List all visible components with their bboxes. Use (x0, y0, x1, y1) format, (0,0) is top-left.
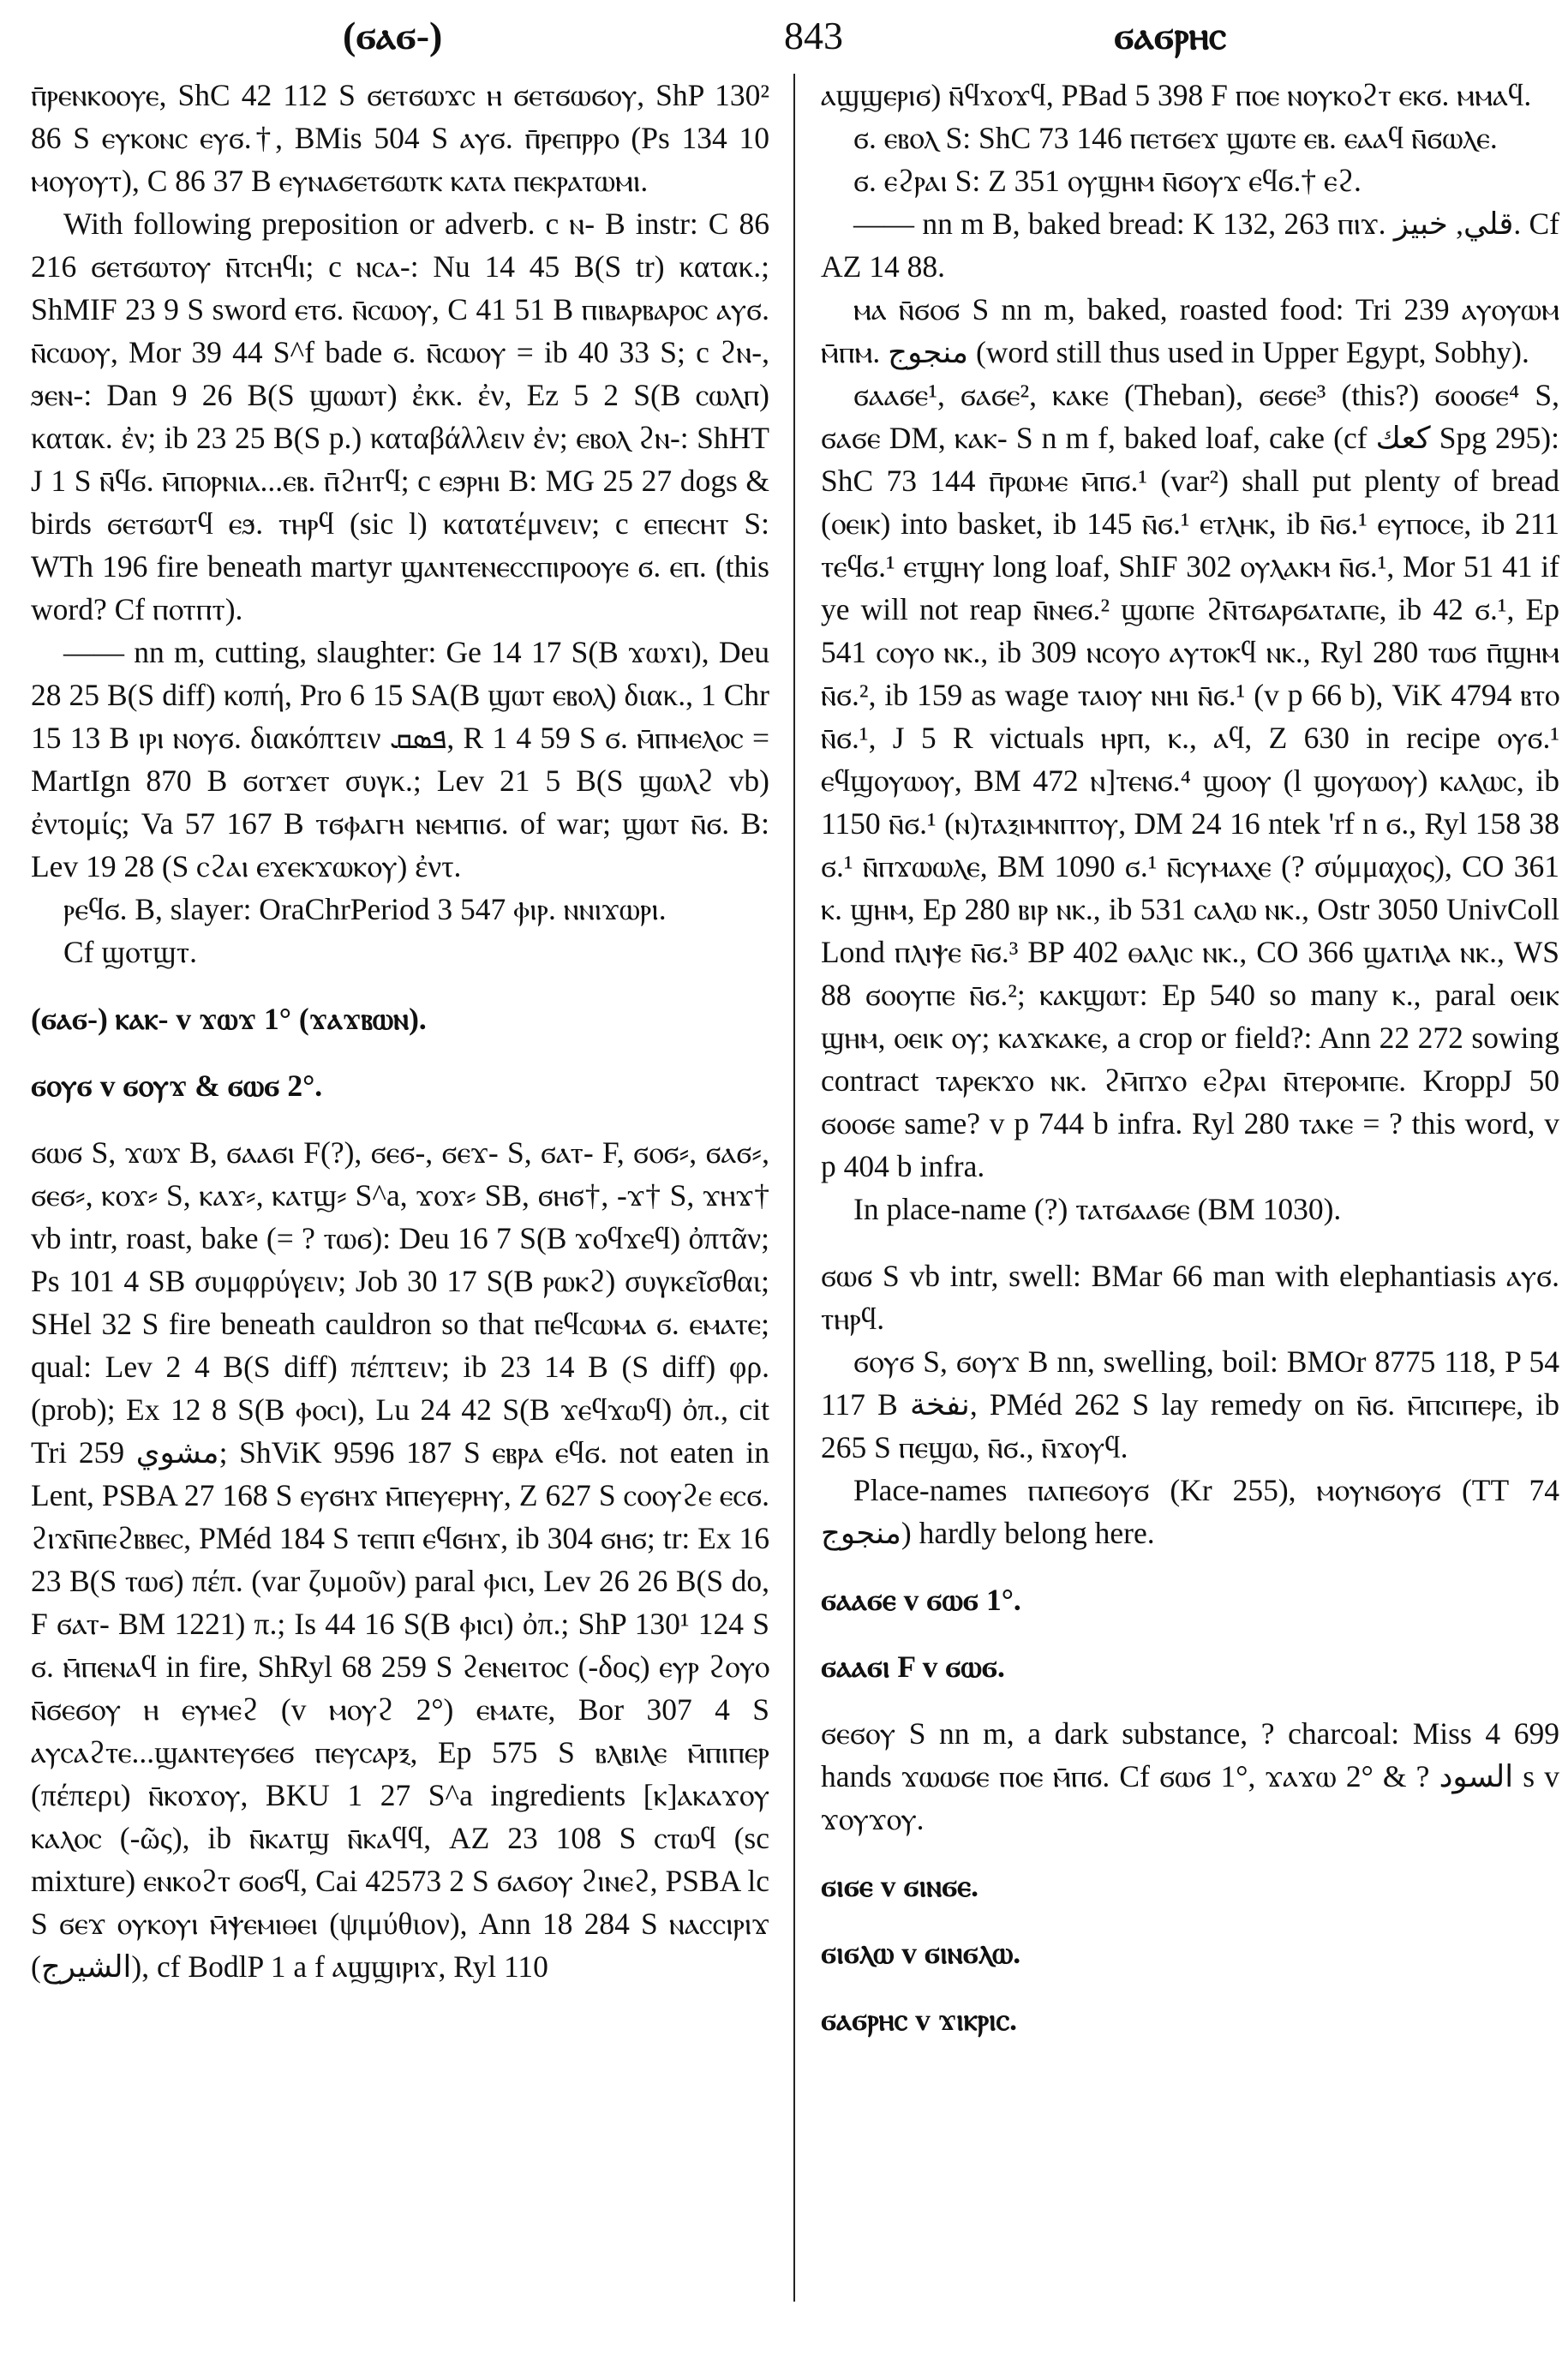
entry-place-name: In place-name (?) ⲧⲁⲧϭⲁⲁϭⲉ (BM 1030). (853, 1192, 1342, 1226)
page-header (0, 0, 1568, 69)
header-right-headword: ϭⲁϭⲣⲏⲥ (1114, 14, 1227, 57)
entry-place-names: Place-names ⲡⲁⲡⲉϭⲟⲩϭ (Kr 255), ⲙⲟⲩⲛϭⲟⲩϭ (TT 74 منجوج) hardly belong here. (821, 1473, 1559, 1550)
entry-ehrai: ϭ. ⲉϩⲣⲁⲓ S: Z 351 ⲟⲩϣⲏⲙ ⲛ̄ϭⲟⲩϫ ⲉϥϭ.† ⲉϩ. (853, 164, 1362, 198)
entry-continuation-right: ⲁϣϣⲉⲣⲓϭ) ⲛ̄ϥϫⲟϫϥ, PBad 5 398 F ⲡⲟⲉ ⲛⲟⲩⲕⲟϩⲧ ⲉⲕϭ. ⲙⲙⲁϥ. (821, 78, 1532, 112)
entry-headword-kak: (ϭⲁϭ-) ⲕⲁⲕ- v ϫⲱϫ 1° (ϫⲁϫⲃⲱⲛ). (31, 1002, 427, 1036)
entry-headword-caaci: ϭⲁⲁϭⲓ F v ϭⲱϭ. (821, 1650, 1005, 1684)
entry-ebol: ϭ. ⲉⲃⲟⲗ S: ShC 73 146 ⲡⲉⲧϭⲉϫ ϣⲱⲧⲉ ⲉⲃ. ⲉⲁⲁϥ ⲛ̄ϭⲱⲗⲉ. (853, 121, 1498, 155)
entry-headword-cice: ϭⲓϭⲉ v ϭⲓⲛϭⲉ. (821, 1869, 979, 1903)
page-number: 843 (784, 14, 843, 57)
entry-dark-substance: ϭⲉϭⲟⲩ S nn m, a dark substance, ? charcoal: Miss 4 699 hands ϫⲱⲱϭⲉ ⲡⲟⲉ ⲙ̄ⲡϭ. Cf ϭⲱϭ 1°, ϫⲁϫⲱ 2° & ? السود s v ϫⲟⲩϫⲟⲩ. (821, 1716, 1559, 1836)
entry-slayer: ⲣⲉϥϭ. B, slayer: OraChrPeriod 3 547 ⲫⲓⲣ. ⲛⲛⲓϫⲱⲣⲓ. (63, 892, 667, 926)
entry-headword-ouj: ϭⲟⲩϭ v ϭⲟⲩϫ & ϭⲱϭ 2°. (31, 1069, 323, 1103)
entry-cf: Cf ϣⲟⲧϣⲧ. (63, 935, 198, 969)
entry-continuation: ⲡ̄ⲣⲉⲛⲕⲟⲟⲩⲉ, ShC 42 112 S ϭⲉⲧϭⲱϫⲥ ⲏ ϭⲉⲧϭⲱϭⲟⲩ, ShP 130² 86 S ⲉⲩⲕⲟⲛⲥ ⲉⲩϭ.†, BMis 504 S ⲁⲩϭ. ⲡ̄ⲣⲉⲡⲣⲣⲟ (Ps 134 10 ⲙⲟⲩⲟⲩⲧ), C 86 37 B ⲉⲩⲛⲁϭⲉⲧϭⲱⲧⲕ ⲕⲁⲧⲁ ⲡⲉⲕⲣⲁⲧⲱⲙⲓ. (31, 78, 769, 198)
entry-baked-bread: —— nn m B, baked bread: K 132, 263 ⲡⲓϫ. قلي, خبيز. Cf AZ 14 88. (821, 207, 1559, 284)
entry-prepositions: With following preposition or adverb. c ⲛ- B instr: C 86 216 ϭⲉⲧϭⲱⲧⲟⲩ ⲛ̄ⲧⲥⲏϥⲓ; c ⲛⲥⲁ-: Nu 14 45 B(S tr) κατακ.; ShMIF 23 9 S sword ⲉⲧϭ. ⲛ̄ⲥⲱⲟⲩ, C 41 51 B ⲡⲓⲃⲁⲣⲃⲁⲣⲟⲥ ⲁⲩϭ. ⲛ̄ⲥⲱⲟⲩ, Mor 39 44 S^f bade ϭ. ⲛ̄ⲥⲱⲟⲩ = ib 40 33 S; c ϩⲛ-, ϧⲉⲛ-: Dan 9 26 B(S ϣⲱⲱⲧ) ἐκκ. ἐν, Ez 5 2 S(B ⲥⲱⲗⲡ) κατακ. ἐν; ib 23 25 B(S p.) καταβάλλειν ἐν; ⲉⲃⲟⲗ ϩⲛ-: ShHT J 1 S ⲛ̄ϥϭ. ⲙ̄ⲡⲟⲣⲛⲓⲁ...ⲉⲃ. ⲡ̄ϩⲏⲧϥ; c ⲉϧⲣⲏⲓ B: MG 25 27 dogs & birds ϭⲉⲧϭⲱⲧϥ ⲉϧ. ⲧⲏⲣϥ (sic l) κατατέμνειν; c ⲉⲡⲉⲥⲏⲧ S: WTh 196 fire beneath martyr ϣⲁⲛⲧⲉⲛⲉⲥⲥⲡⲓⲣⲟⲟⲩⲉ ϭ. ⲉⲡ. (this word? Cf ⲡⲟⲧⲡⲧ). (31, 207, 769, 626)
entry-headword-caace: ϭⲁⲁϭⲉ v ϭⲱϭ 1°. (821, 1583, 1021, 1617)
right-column (821, 74, 1559, 2349)
entry-swelling-boil: ϭⲟⲩϭ S, ϭⲟⲩϫ B nn, swelling, boil: BMOr 8775 118, P 54 117 B نفخة, PMéd 262 S lay remedy on ⲛ̄ϭ. ⲙ̄ⲡⲥⲓⲡⲉⲣⲉ, ib 265 S ⲡⲉϣⲱ, ⲛ̄ϭ., ⲛ̄ϫⲟⲩϥ. (821, 1344, 1559, 1464)
entry-baked-loaf: ϭⲁⲁϭⲉ¹, ϭⲁϭⲉ², ⲕⲁⲕⲉ (Theban), ϭⲉϭⲉ³ (this?) ϭⲟⲟϭⲉ⁴ S, ϭⲁϭⲉ DM, ⲕⲁⲕ- S n m f, baked loaf, cake (cf كعك Spg 295): ShC 73 144 ⲡ̄ⲣⲱⲙⲉ ⲙ̄ⲡϭ.¹ (var²) shall put plenty of bread (ⲟⲉⲓⲕ) into basket, ib 145 ⲛ̄ϭ.¹ ⲉⲧⲗⲏⲕ, ib ⲛ̄ϭ.¹ ⲉⲩⲡⲟⲥⲉ, ib 211 ⲧⲉϥϭ.¹ ⲉⲧϣⲏⲩ long loaf, ShIF 302 ⲟⲩⲗⲁⲕⲙ ⲛ̄ϭ.¹, Mor 51 41 if ye will not reap ⲛ̄ⲛⲉϭ.² ϣⲱⲡⲉ ϩⲛ̄ⲧϭⲁⲣϭⲁⲧⲁⲡⲉ, ib 42 ϭ.¹, Ep 541 ⲥⲟⲩⲟ ⲛⲕ., ib 309 ⲛⲥⲟⲩⲟ ⲁⲩⲧⲟⲕϥ ⲛⲕ., Ryl 280 ⲧⲱϭ ⲡ̄ϣⲏⲙ ⲛ̄ϭ.², ib 159 as wage ⲧⲁⲓⲟⲩ ⲛⲏⲓ ⲛ̄ϭ.¹ (v p 66 b), ViK 4794 ⲃⲧⲟ ⲛ̄ϭ.¹, J 5 R victuals ⲏⲣⲡ, ⲕ., ⲁϥ, Z 630 in recipe ⲟⲩϭ.¹ ⲉϥϣⲟⲩⲱⲟⲩ, BM 472 ⲛ]ⲧⲉⲛϭ.⁴ ϣⲟⲟⲩ (l ϣⲟⲩⲱⲟⲩ) ⲕⲁⲗⲱⲥ, ib 1150 ⲛ̄ϭ.¹ (ⲛ)ⲧⲁⲝⲓⲙⲛⲡⲧⲟⲩ, DM 24 16 ntek 'rf n ϭ., Ryl 158 38 ϭ.¹ ⲛ̄ⲡϫⲱⲱⲗⲉ, BM 1090 ϭ.¹ ⲛ̄ⲥⲩⲙⲁⲭⲉ (? σύμμαχος), CO 361 ⲕ. ϣⲏⲙ, Ep 280 ⲃⲓⲣ ⲛⲕ., ib 531 ⲥⲁⲗⲱ ⲛⲕ., Ostr 3050 UnivColl Lond ⲡⲗⲓⲯⲉ ⲛ̄ϭ.³ BP 402 ⲑⲁⲗⲓⲥ ⲛⲕ., CO 366 ϣⲁⲧⲓⲗⲁ ⲛⲕ., WS 88 ϭⲟⲟⲩⲡⲉ ⲛ̄ϭ.²; ⲕⲁⲕϣⲱⲧ: Ep 540 so many ⲕ., paral ⲟⲉⲓⲕ ϣⲏⲙ, ⲟⲉⲓⲕ ⲟⲩ; ⲕⲁϫⲕⲁⲕⲉ, a crop or field?: Ann 22 272 sowing contract ⲧⲁⲣⲉⲕϫⲟ ⲛⲕ. ϩⲙ̄ⲡϫⲟ ⲉϩⲣⲁⲓ ⲛ̄ⲧⲉⲣⲟⲙⲡⲉ. KroppJ 50 ϭⲟⲟϭⲉ same? v p 744 b infra. Ryl 280 ⲧⲁⲕⲉ = ? this word, v p 404 b infra. (821, 378, 1559, 1183)
left-column (31, 74, 769, 2349)
column-divider (793, 74, 795, 2302)
entry-noun-cutting: —— nn m, cutting, slaughter: Ge 14 17 S(B ϫⲱϫⲓ), Deu 28 25 B(S diff) κοπή, Pro 6 15 SA(B ϣⲱⲧ ⲉⲃⲟⲗ) διακ., 1 Chr 15 13 B ⲓⲣⲓ ⲛⲟⲩϭ. διακόπτειν ܦܣܩ, R 1 4 59 S ϭ. ⲙ̄ⲡⲙⲉⲗⲟⲥ = MartIgn 870 B ϭⲟⲧϫⲉⲧ συγκ.; Lev 21 5 B(S ϣⲱⲗϩ vb) ἐντομίς; Va 57 167 B ⲧϭⲫⲁⲅⲏ ⲛⲉⲙⲡⲓϭ. of war; ϣⲱⲧ ⲛ̄ϭ. B: Lev 19 28 (S ⲥϩⲁⲓ ⲉϫⲉⲕϫⲱⲕⲟⲩ) ἐντ. (31, 635, 769, 883)
entry-roast-bake: ϭⲱϭ S, ϫⲱϫ B, ϭⲁⲁϭⲓ F(?), ϭⲉϭ-, ϭⲉϫ- S, ϭⲁⲧ- F, ϭⲟϭ⸗, ϭⲁϭ⸗, ϭⲉϭ⸗, ⲕⲟϫ⸗ S, ⲕⲁϫ⸗, ⲕⲁⲧϣ⸗ S^a, ϫⲟϫ⸗ SB, ϭⲏϭ†, -ϫ† S, ϫⲏϫ† vb intr, roast, bake (= ? ⲧⲱϭ): Deu 16 7 S(B ϫⲟϥϫⲉϥ) ὀπτᾶν; Ps 101 4 SB συμφρύγειν; Job 30 17 S(B ⲣⲱⲕϩ) συγκεῖσθαι; SHel 32 S fire beneath cauldron so that ⲡⲉϥⲥⲱⲙⲁ ϭ. ⲉⲙⲁⲧⲉ; qual: Lev 2 4 B(S diff) πέπτειν; ib 23 14 B (S diff) φρ. (prob); Ex 12 8 S(B ⲫⲟⲥⲓ), Lu 24 42 S(B ϫⲉϥϫⲱϥ) ὀπ., cit Tri 259 مشوي; ShViK 9596 187 S ⲉⲃⲣⲁ ⲉϥϭ. not eaten in Lent, PSBA 27 168 S ⲉⲩϭⲏϫ ⲙ̄ⲡⲉⲩⲉⲣⲏⲩ, Z 627 S ⲥⲟⲟⲩϩⲉ ⲉⲥϭ. ϩⲓϫⲛ̄ⲡⲉϩⲃⲃⲉⲥ, PMéd 184 S ⲧⲉⲡⲡ ⲉϥϭⲏϫ, ib 304 ϭⲏϭ; tr: Ex 16 23 B(S ⲧⲱϭ) πέπ. (var ζυμοῦν) paral ⲫⲓⲥⲓ, Lev 26 26 B(S do, F ϭⲁⲧ- BM 1221) π.; Is 44 16 S(B ⲫⲓⲥⲓ) ὀπ.; ShP 130¹ 124 S ϭ. ⲙ̄ⲡⲉⲛⲁϥ in fire, ShRyl 68 259 S ϩⲉⲛⲉⲓⲧⲟⲥ (-δος) ⲉⲩⲣ ϩⲟⲩⲟ ⲛ̄ϭⲉϭⲟⲩ ⲏ ⲉⲩⲙⲉϩ (v ⲙⲟⲩϩ 2°) ⲉⲙⲁⲧⲉ, Bor 307 4 S ⲁⲩⲥⲁϩⲧⲉ...ϣⲁⲛⲧⲉⲩϭⲉϭ ⲡⲉⲩⲥⲁⲣⲝ, Ep 575 S ⲃⲗⲃⲓⲗⲉ ⲙ̄ⲡⲓⲡⲉⲣ (πέπερι) ⲛ̄ⲕⲟϫⲟⲩ, BKU 1 27 S^a ingredients [ⲕ]ⲁⲕⲁϫⲟⲩ ⲕⲁⲗⲟⲥ (-ῶς), ib ⲛ̄ⲕⲁⲧϣ ⲛ̄ⲕⲁϥϥ, AZ 23 108 S ⲥⲧⲱϥ (sc mixture) ⲉⲛⲕⲟϩⲧ ϭⲟϭϥ, Cai 42573 2 S ϭⲁϭⲟⲩ ϩⲓⲛⲉϩ, PSBA lc S ϭⲉϫ ⲟⲩⲕⲟⲩⲓ ⲙ̄ⲯⲉⲙⲓⲑⲉⲓ (ψιμύθιον), Ann 18 284 S ⲛⲁⲥⲥⲓⲣⲓϫ (الشيرج), cf BodlP 1 a f ⲁϣϣⲓⲣⲓϫ, Ryl 110 (31, 1135, 769, 1984)
entry-swell: ϭⲱϭ S vb intr, swell: BMar 66 man with elephantiasis ⲁⲩϭ. ⲧⲏⲣϥ. (821, 1259, 1559, 1336)
entry-headword-ciclo: ϭⲓϭⲗⲱ v ϭⲓⲛϭⲗⲱ. (821, 1936, 1021, 1970)
entry-roasted-food: ⲙⲁ ⲛ̄ϭⲟϭ S nn m, baked, roasted food: Tri 239 ⲁⲩⲟⲩⲱⲙ ⲙ̄ⲡⲙ. منجوج (word still thus used in Upper Egypt, Sobhy). (821, 292, 1559, 369)
entry-headword-cacres: ϭⲁϭⲣⲏⲥ v ϫⲓⲕⲣⲓⲥ. (821, 2003, 1018, 2037)
header-left-headword: (ϭⲁϭ-) (343, 14, 443, 57)
